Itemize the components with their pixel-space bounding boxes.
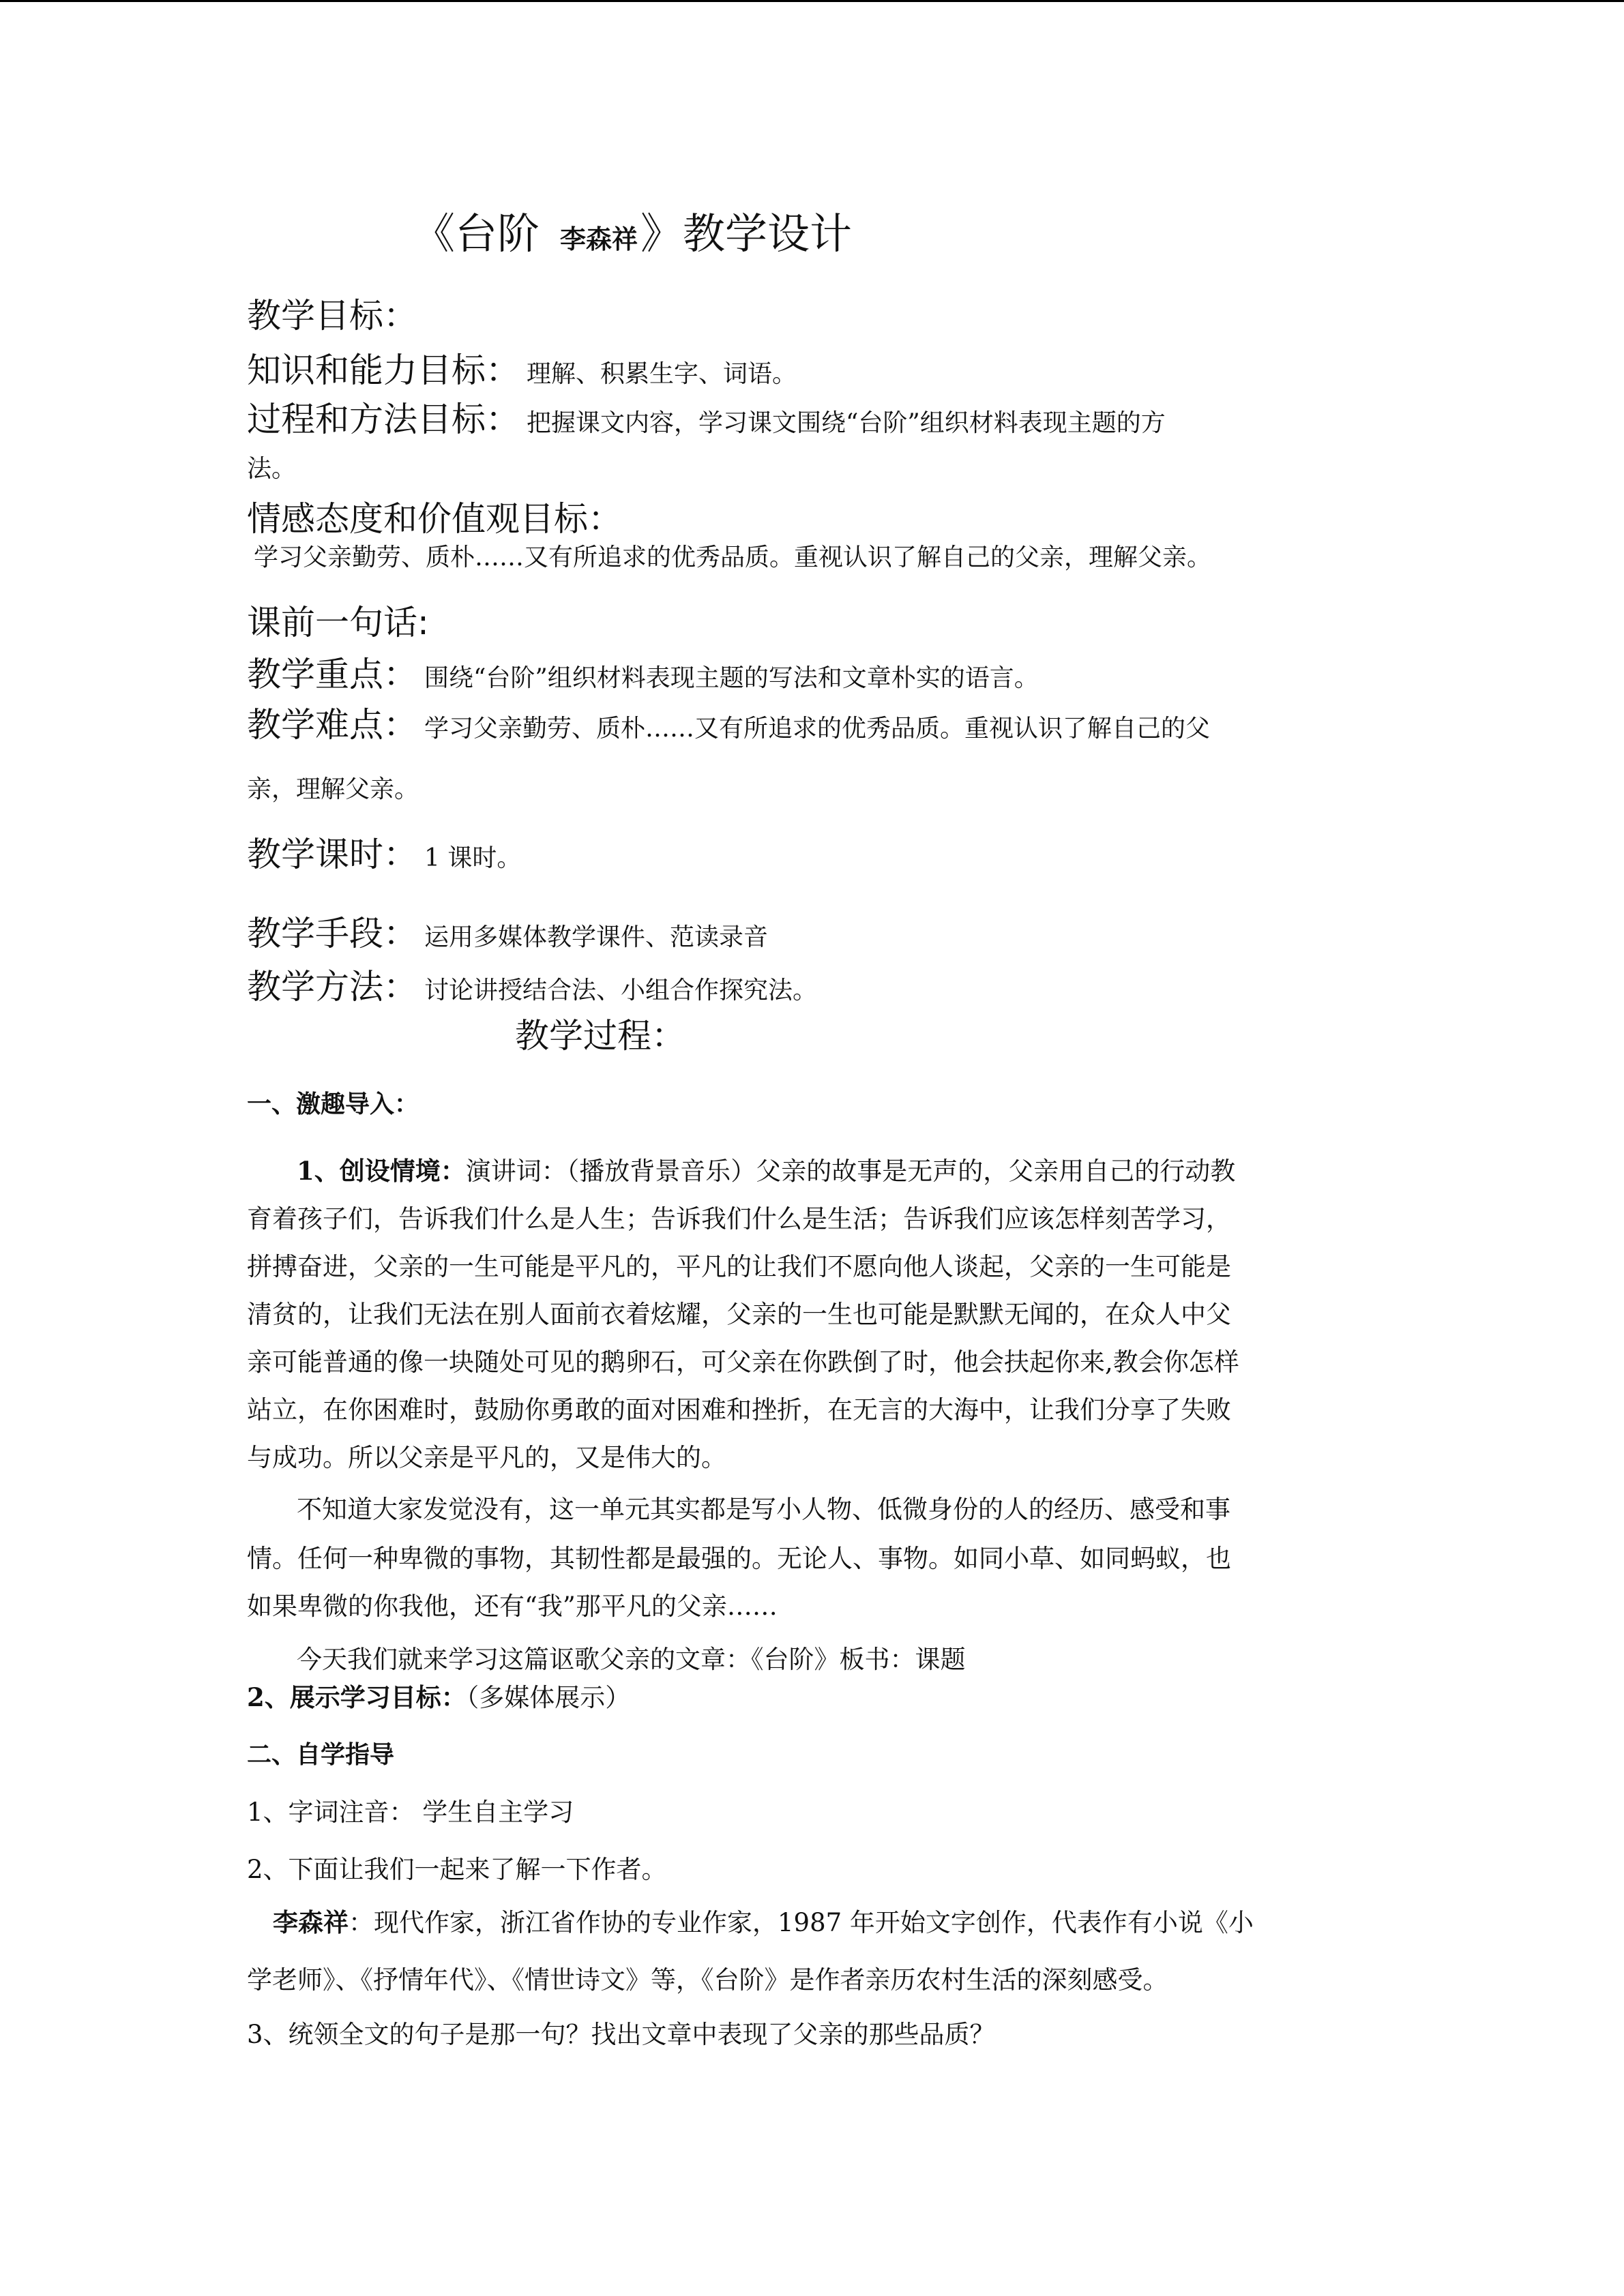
author-intro-cont: 学老师》、《抒情年代》、《情世诗文》等，《台阶》是作者亲历农村生活的深刻感受。 (247, 1965, 1168, 1995)
teaching-means-text: 运用多媒体教学课件、范读录音 (424, 923, 769, 951)
difficulty-label: 教学难点： (247, 705, 417, 745)
author-intro-label: 李森祥 (273, 1907, 349, 1937)
process-goal-text: 把握课文内容，学习课文围绕“台阶”组织材料表现主题的方 (527, 409, 1166, 437)
author-intro (273, 1902, 1254, 1939)
pre-class-label: 课前一句话: (247, 603, 429, 642)
process-heading: 教学过程： (515, 1016, 685, 1056)
key-point-label: 教学重点： (247, 655, 417, 694)
process-goal-text-cont: 法。 (247, 455, 297, 483)
paragraph-line: 亲可能普通的像一块随处可见的鹅卵石，可父亲在你跌倒了时，他会扶起你来,教会你怎样 (247, 1347, 1239, 1377)
section1-item1-line (297, 1150, 1235, 1187)
paragraph-line: 情。任何一种卑微的事物，其韧性都是最强的。无论人、事物。如同小草、如同蚂蚁，也 (247, 1544, 1231, 1573)
section1-item1-text: 演讲词：（播放背景音乐）父亲的故事是无声的，父亲用自己的行动教 (465, 1157, 1236, 1186)
paragraph-line: 如果卑微的你我他，还有“我”那平凡的父亲…… (247, 1592, 778, 1621)
process-goal (247, 392, 1166, 441)
difficulty (247, 698, 1210, 747)
section1-item2-text: （多媒体展示） (466, 1683, 631, 1712)
teaching-methods-text: 讨论讲授结合法、小组合作探究法。 (424, 976, 818, 1004)
teaching-methods-label: 教学方法： (247, 967, 417, 1007)
section2-item3: 3、统领全文的句子是那一句？找出文章中表现了父亲的那些品质？ (247, 2020, 995, 2049)
section2-item1: 1、字词注音： 学生自主学习 (247, 1798, 574, 1827)
knowledge-goal-text: 理解、积累生字、词语。 (527, 360, 797, 388)
title-prefix: 《台阶 (413, 209, 540, 258)
difficulty-text: 学习父亲勤劳、质朴……又有所追求的优秀品质。重视认识了解自己的父 (424, 715, 1211, 743)
section2-item2: 2、下面让我们一起来了解一下作者。 (247, 1855, 667, 1884)
key-point (247, 647, 1039, 696)
paragraph-line: 与成功。所以父亲是平凡的，又是伟大的。 (247, 1443, 726, 1472)
paragraph-line: 站立，在你困难时，鼓励你勇敢的面对困难和挫折，在无言的大海中，让我们分享了失败 (247, 1395, 1231, 1425)
section1-item2 (247, 1677, 630, 1714)
goals-heading: 教学目标： (247, 296, 417, 336)
document-title (413, 200, 852, 260)
section1-item2-label: 2、展示学习目标： (247, 1682, 467, 1712)
today-line: 今天我们就来学习这篇讴歌父亲的文章：《台阶》板书：课题 (297, 1645, 966, 1674)
class-hours-text: 1 课时。 (424, 844, 522, 872)
paragraph-line: 拼搏奋进，父亲的一生可能是平凡的，平凡的让我们不愿向他人谈起，父亲的一生可能是 (247, 1252, 1231, 1281)
author-intro-text: ：现代作家，浙江省作协的专业作家，1987 年开始文字创作，代表作有小说《小 (349, 1908, 1254, 1937)
class-hours (247, 827, 521, 876)
class-hours-label: 教学课时： (247, 835, 417, 874)
paragraph-line: 育着孩子们，告诉我们什么是人生；告诉我们什么是生活；告诉我们应该怎样刻苦学习， (247, 1204, 1231, 1234)
teaching-means (247, 906, 768, 955)
emotion-goal-label: 情感态度和价值观目标： (247, 499, 622, 539)
key-point-text: 围绕“台阶”组织材料表现主题的写法和文章朴实的语言。 (424, 664, 1039, 692)
emotion-goal-text: 学习父亲勤劳、质朴……又有所追求的优秀品质。重视认识了解自己的父亲，理解父亲。 (254, 543, 1212, 571)
teaching-means-label: 教学手段： (247, 914, 417, 953)
paragraph-line: 不知道大家发觉没有，这一单元其实都是写小人物、低微身份的人的经历、感受和事 (297, 1495, 1230, 1524)
title-author: 李森祥 (560, 224, 638, 254)
knowledge-goal-label: 知识和能力目标： (247, 351, 520, 390)
section1-heading: 一、激趣导入： (247, 1090, 419, 1118)
teaching-methods (247, 959, 817, 1009)
section2-heading: 二、自学指导 (247, 1740, 395, 1769)
knowledge-goal (247, 343, 797, 392)
difficulty-text-cont: 亲，理解父亲。 (247, 775, 419, 803)
process-goal-label: 过程和方法目标： (247, 400, 520, 439)
section1-item1-label: 1、创设情境： (297, 1156, 466, 1186)
paragraph-line: 清贫的，让我们无法在别人面前衣着炫耀，父亲的一生也可能是默默无闻的，在众人中父 (247, 1300, 1231, 1329)
title-suffix: 》教学设计 (640, 209, 853, 258)
